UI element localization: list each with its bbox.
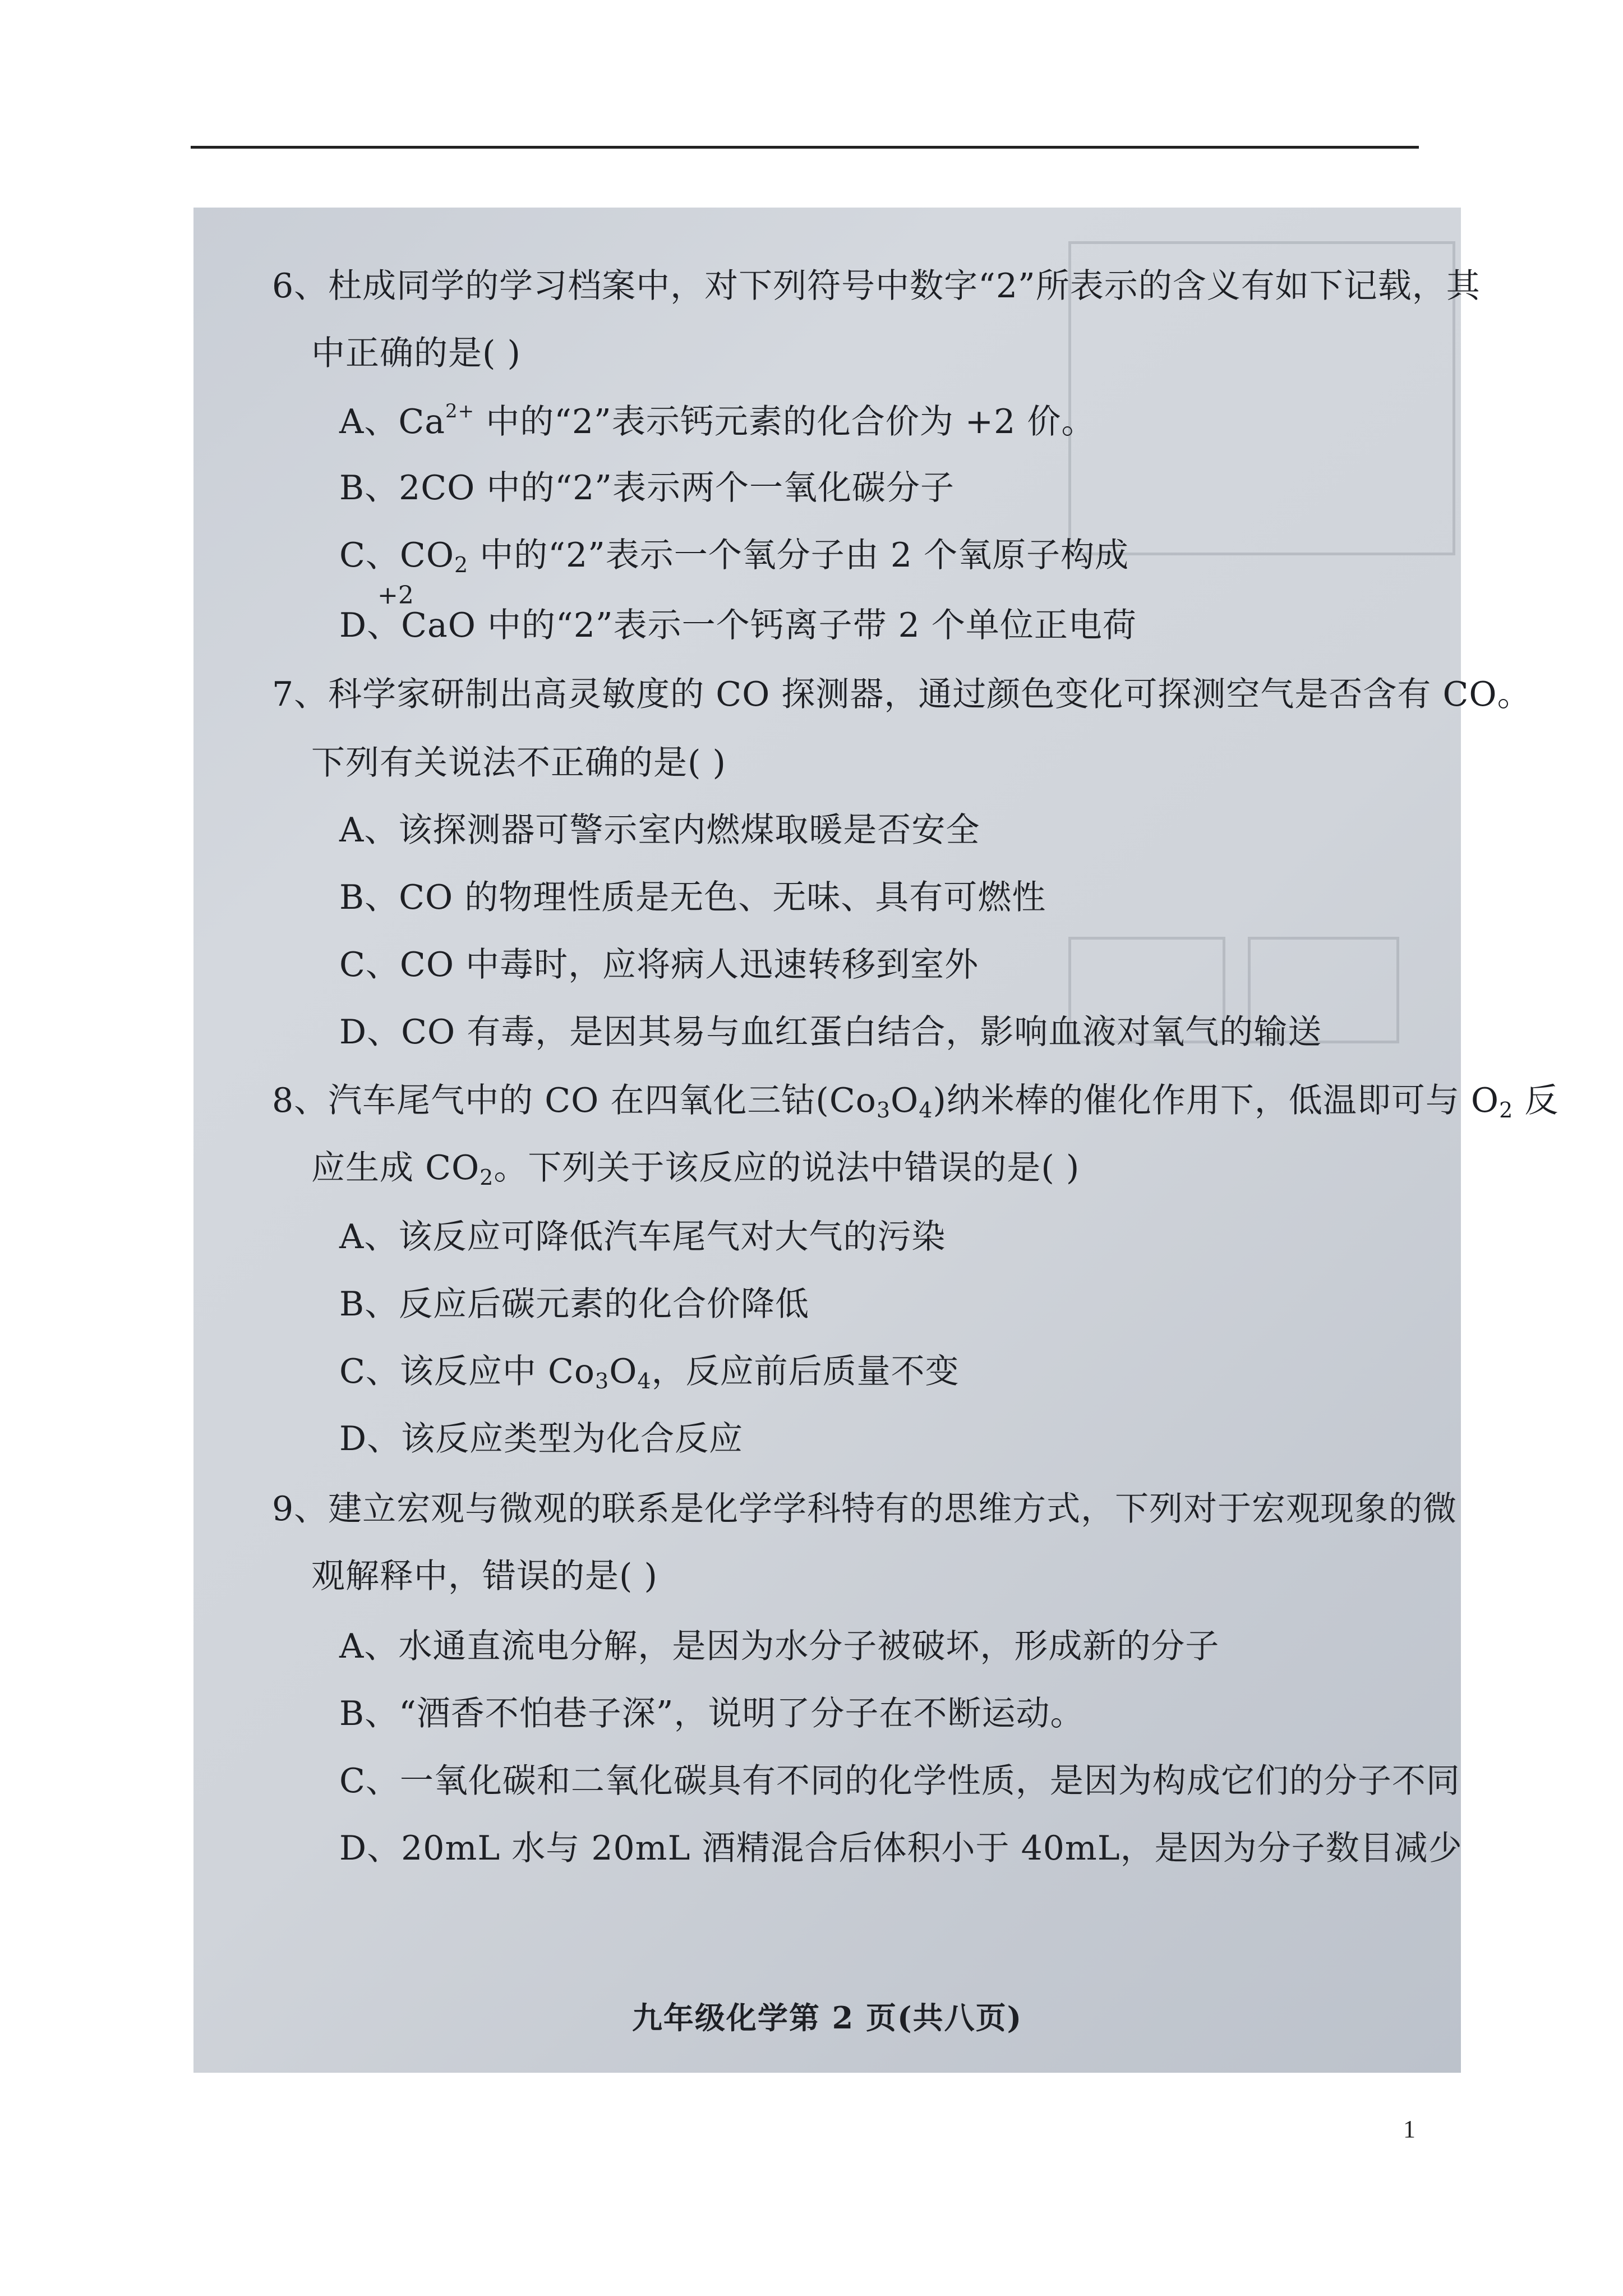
q9-stem-line2: 观解释中，错误的是( )	[311, 1557, 658, 1596]
q9-option-a: A、水通直流电分解，是因为水分子被破坏，形成新的分子	[339, 1627, 1220, 1666]
q8-option-b: B、反应后碳元素的化合价降低	[339, 1285, 810, 1324]
q6-option-b: B、2CO 中的“2”表示两个一氧化碳分子	[339, 468, 955, 508]
q6-stem-line2: 中正确的是( )	[311, 334, 521, 373]
q8-stem-line2: 应生成 $CO_2$。下列关于该反应的说法中错误的是( )	[311, 1148, 1080, 1190]
q6-option-d-valence-mark: +2	[377, 581, 414, 610]
q8-option-c: C、该反应中 $Co_3O_4$，反应前后质量不变	[339, 1352, 960, 1393]
page-footer: 九年级化学第 2 页(共八页)	[631, 2000, 1023, 2036]
page-number: 1	[1403, 2115, 1415, 2143]
top-rule	[191, 146, 1419, 149]
q9-option-d: D、20mL 水与 20mL 酒精混合后体积小于 40mL，是因为分子数目减少	[339, 1829, 1463, 1868]
q7-option-d: D、CO 有毒，是因其易与血红蛋白结合，影响血液对氧气的输送	[339, 1013, 1322, 1052]
q8-option-d: D、该反应类型为化合反应	[339, 1419, 744, 1458]
q9-option-b: B、“酒香不怕巷子深”，说明了分子在不断运动。	[339, 1694, 1085, 1733]
q7-option-b: B、CO 的物理性质是无色、无味、具有可燃性	[339, 878, 1046, 917]
q7-option-a: A、该探测器可警示室内燃煤取暖是否安全	[339, 811, 980, 850]
q6-option-c: C、$CO_2$ 中的“2”表示一个氧分子由 2 个氧原子构成	[339, 536, 1129, 577]
q8-option-a: A、该反应可降低汽车尾气对大气的污染	[339, 1217, 946, 1257]
scanned-exam-page	[193, 208, 1559, 2073]
q8-stem-line1: 8、汽车尾气中的 CO 在四氧化三钴$(Co_3O_4)$纳米棒的催化作用下，低温即可与 $O_2$ 反	[272, 1081, 1559, 1122]
q7-option-c: C、CO 中毒时，应将病人迅速转移到室外	[339, 945, 979, 984]
q7-stem-line1: 7、科学家研制出高灵敏度的 CO 探测器，通过颜色变化可探测空气是否含有 CO。	[272, 675, 1532, 714]
q9-stem-line1: 9、建立宏观与微观的联系是化学学科特有的思维方式，下列对于宏观现象的微	[272, 1489, 1458, 1529]
q9-option-c: C、一氧化碳和二氧化碳具有不同的化学性质，是因为构成它们的分子不同	[339, 1761, 1460, 1801]
q6-option-a: A、$Ca^{2+}$ 中的“2”表示钙元素的化合价为 +2 价。	[339, 400, 1096, 441]
q6-option-d: D、CaO 中的“2”表示一个钙离子带 2 个单位正电荷	[339, 606, 1137, 645]
q6-stem-line1: 6、杜成同学的学习档案中，对下列符号中数字“2”所表示的含义有如下记载，其	[272, 266, 1481, 306]
q7-stem-line2: 下列有关说法不正确的是( )	[311, 743, 726, 783]
